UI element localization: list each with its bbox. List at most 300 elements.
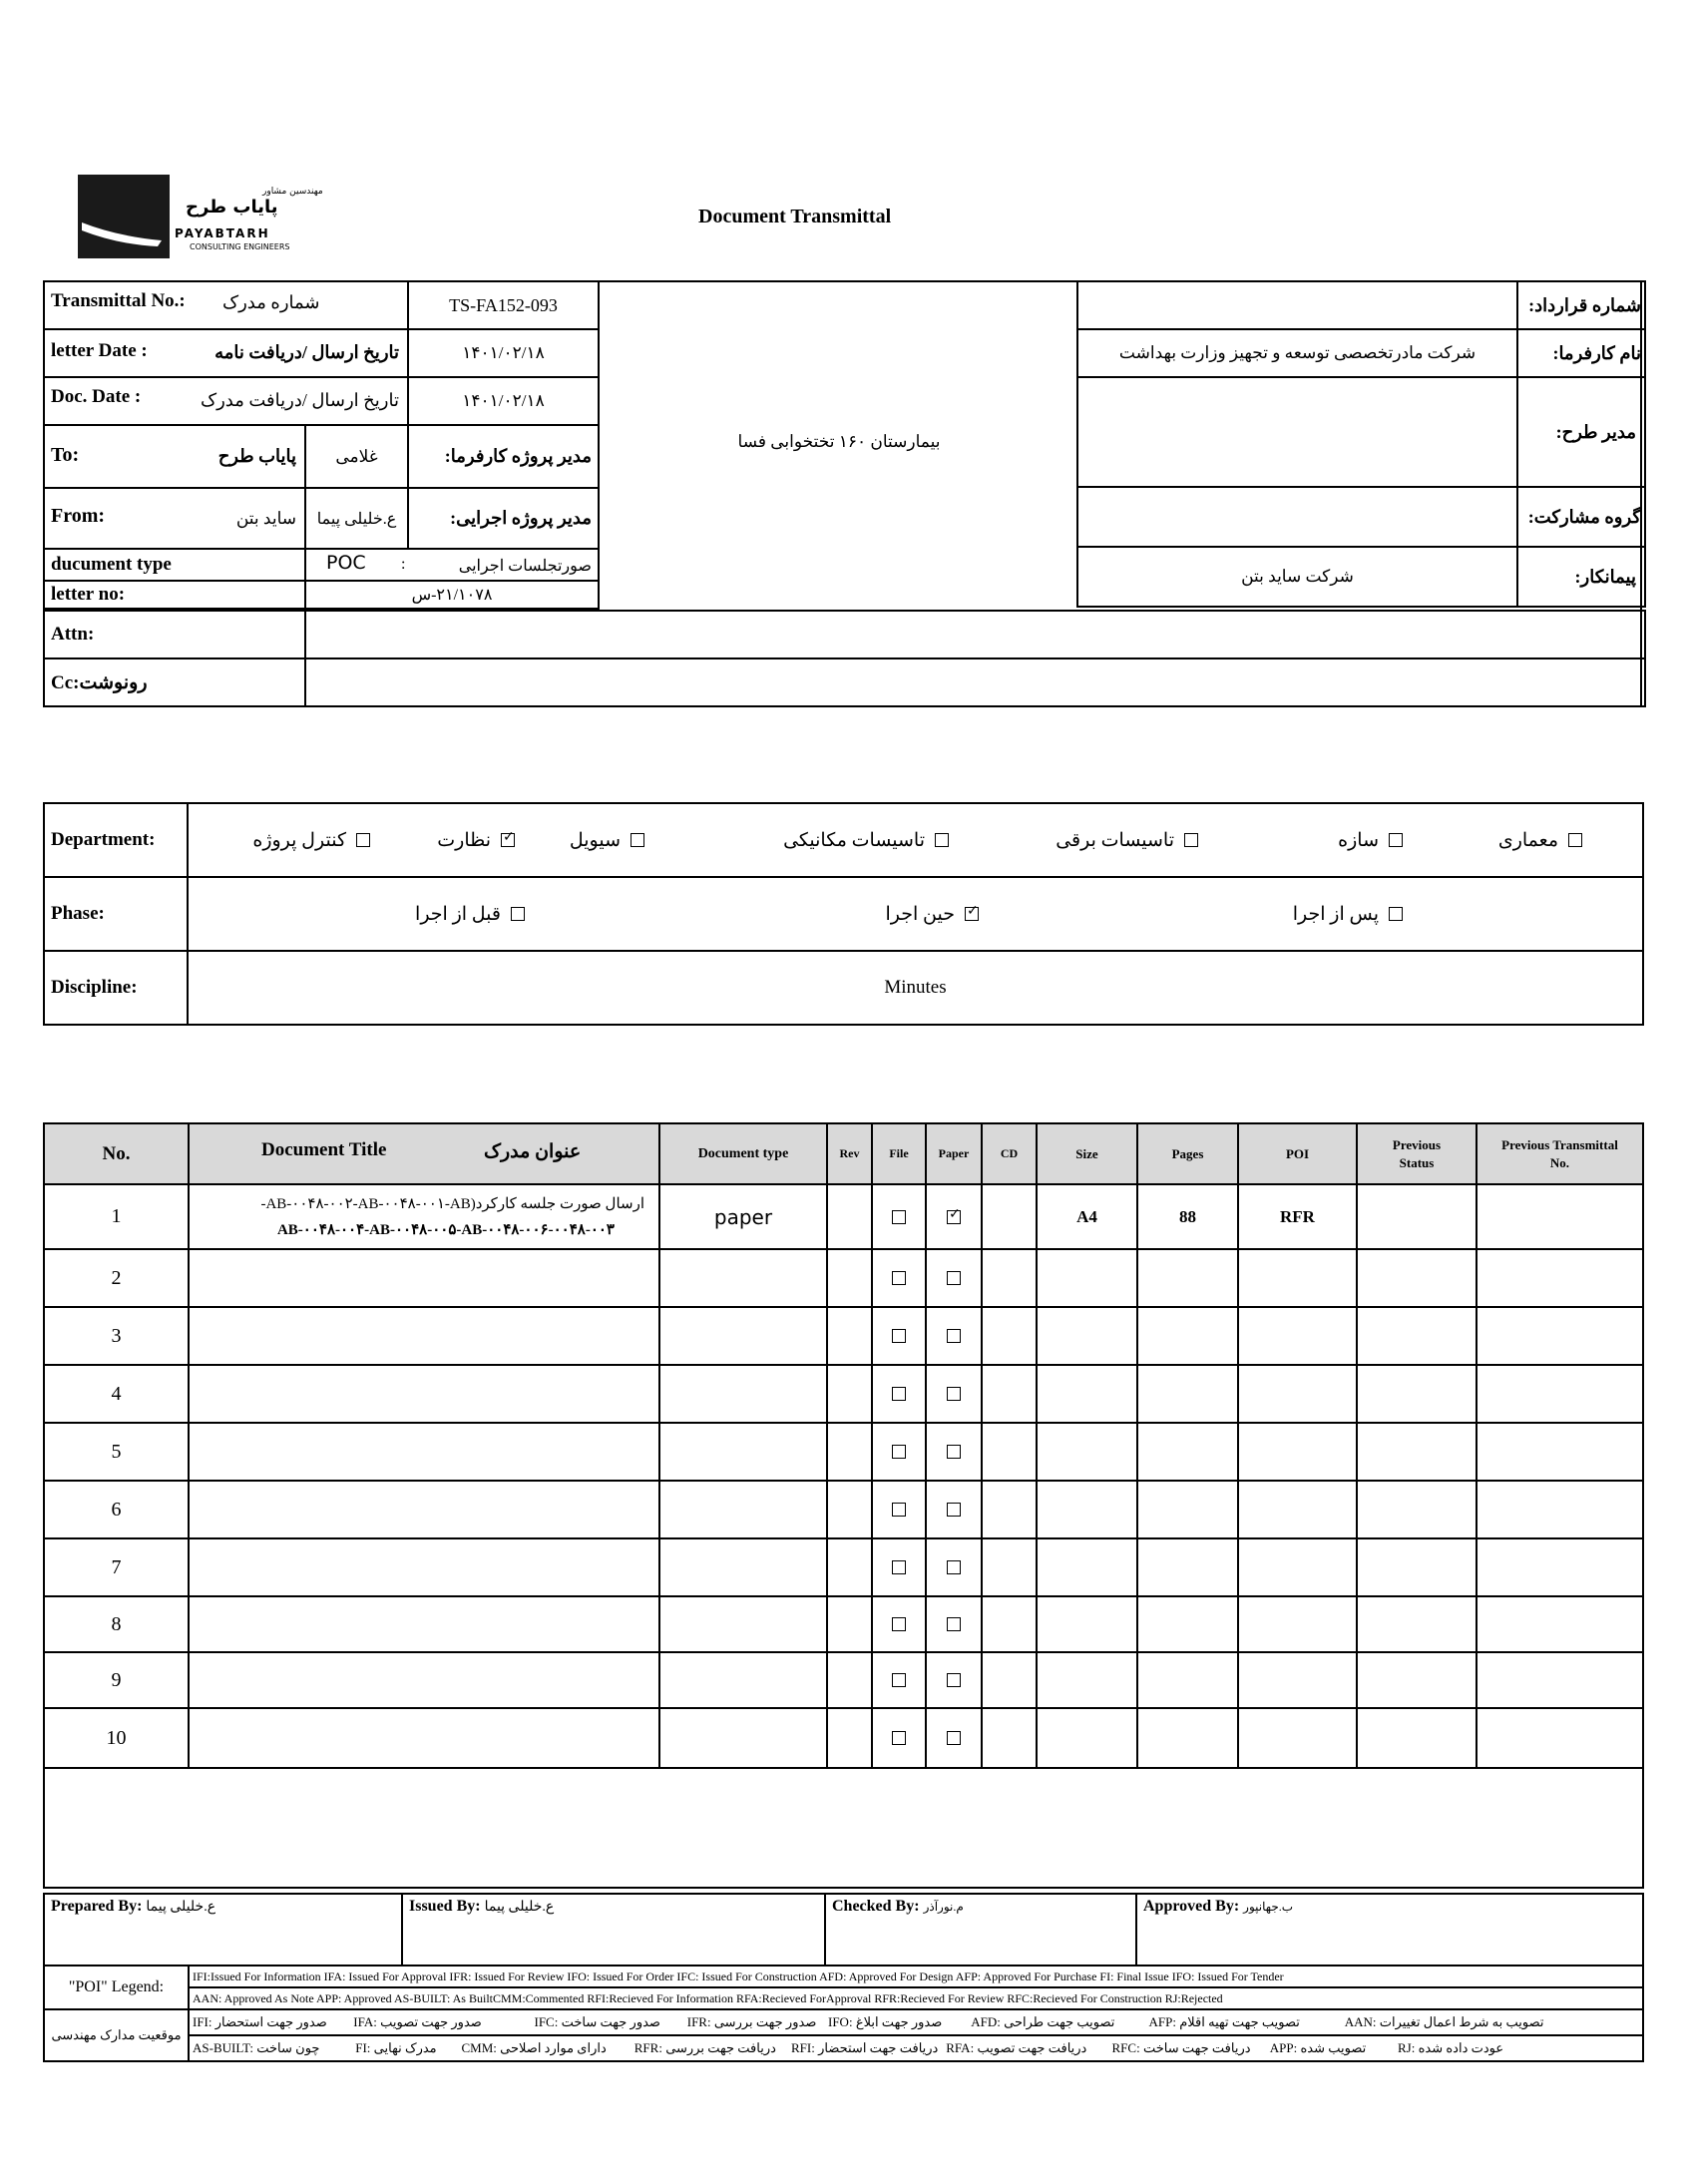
checked-by-cell <box>825 1894 1136 1966</box>
legend-fa: صدور جهت بررسی <box>713 2014 817 2029</box>
row-size: A4 <box>1037 1184 1137 1249</box>
legend-item <box>971 2010 1145 2034</box>
row-cd <box>982 1307 1037 1365</box>
row-no: 7 <box>44 1538 189 1596</box>
paper-checkbox[interactable] <box>947 1210 961 1224</box>
row-doc-type <box>659 1708 827 1768</box>
legend-code: AFD: <box>971 2014 1001 2029</box>
attn-value <box>305 611 1645 658</box>
row-rev <box>827 1596 872 1652</box>
client-value: شرکت مادرتخصصی توسعه و تجهیز وزارت بهداشت <box>1077 329 1517 377</box>
paper-checkbox[interactable] <box>947 1731 961 1745</box>
col-header-doc-type: Document type <box>659 1123 827 1184</box>
row-rev <box>827 1365 872 1423</box>
row-file[interactable] <box>872 1423 926 1481</box>
department-option-label: کنترل پروژه <box>252 829 346 851</box>
contract-no-value <box>1077 281 1517 329</box>
row-no: 4 <box>44 1365 189 1423</box>
row-prev-transmittal <box>1477 1708 1643 1768</box>
row-title <box>189 1184 659 1249</box>
phase-option-during[interactable] <box>886 878 979 950</box>
department-checkbox[interactable] <box>631 833 644 847</box>
row-paper[interactable] <box>926 1652 982 1708</box>
client-pm-label: مدیر پروژه کارفرما: <box>408 425 599 488</box>
table-row <box>44 1596 1643 1652</box>
legend-line-4 <box>190 2036 1642 2060</box>
exec-pm-label: مدیر پروژه اجرایی: <box>408 488 599 549</box>
legend-code: RJ: <box>1398 2040 1416 2055</box>
to-value: پایاب طرح <box>217 446 296 466</box>
phase-checkbox[interactable] <box>965 907 979 921</box>
legend-fa: عودت داده شده <box>1418 2040 1504 2055</box>
legend-fa: دریافت جهت تصویب <box>977 2040 1087 2055</box>
row-pages <box>1137 1481 1238 1538</box>
classification-table <box>43 802 1644 1026</box>
header-right-table <box>1076 280 1646 608</box>
client-pm-value: غلامی <box>305 425 408 488</box>
header-block <box>43 280 1642 707</box>
paper-checkbox[interactable] <box>947 1271 961 1285</box>
remarks-area <box>44 1768 1643 1888</box>
row-poi <box>1238 1708 1357 1768</box>
page-title: Document Transmittal <box>698 206 892 227</box>
legend-code: AS-BUILT: <box>193 2040 253 2055</box>
col-header-title-fa: عنوان مدرک <box>484 1141 582 1162</box>
row-prev-status <box>1357 1307 1477 1365</box>
row-size <box>1037 1596 1137 1652</box>
legend-code: RFI: <box>791 2040 815 2055</box>
row-rev <box>827 1538 872 1596</box>
letter-date-label: letter Date : <box>51 340 148 361</box>
transmittal-no-value: TS-FA152-093 <box>408 281 599 329</box>
legend-code: RFC: <box>1111 2040 1140 2055</box>
client-label: نام کارفرما: <box>1517 329 1645 377</box>
row-prev-status <box>1357 1652 1477 1708</box>
row-prev-transmittal <box>1477 1596 1643 1652</box>
row-paper[interactable] <box>926 1307 982 1365</box>
prepared-by-cell <box>44 1894 402 1966</box>
row-doc-type <box>659 1481 827 1538</box>
row-pages <box>1137 1423 1238 1481</box>
row-no: 8 <box>44 1596 189 1652</box>
row-file[interactable] <box>872 1249 926 1307</box>
row-doc-type <box>659 1249 827 1307</box>
department-label: Department: <box>44 803 188 877</box>
department-checkbox[interactable] <box>1389 833 1403 847</box>
row-pages <box>1137 1249 1238 1307</box>
row-prev-status <box>1357 1708 1477 1768</box>
table-row <box>44 1184 1643 1249</box>
legend-item <box>1270 2036 1395 2060</box>
department-option-project-control[interactable] <box>252 804 370 876</box>
table-row <box>44 1708 1643 1768</box>
paper-checkbox[interactable] <box>947 1503 961 1517</box>
row-doc-type: paper <box>659 1184 827 1249</box>
attn-cc-table <box>43 610 1646 707</box>
row-title <box>189 1307 659 1365</box>
col-header-rev: Rev <box>827 1123 872 1184</box>
row-prev-transmittal <box>1477 1184 1643 1249</box>
legend-code: CMM: <box>461 2040 497 2055</box>
row-rev <box>827 1708 872 1768</box>
row-prev-transmittal <box>1477 1481 1643 1538</box>
col-header-title-en: Document Title <box>261 1139 387 1160</box>
row-paper[interactable] <box>926 1596 982 1652</box>
row-title <box>189 1365 659 1423</box>
contractor-value: شرکت ساید بتن <box>1077 547 1517 607</box>
checked-by-value: م.نورآذر <box>923 1900 964 1914</box>
row-cd <box>982 1249 1037 1307</box>
department-checkbox[interactable] <box>501 833 515 847</box>
row-size <box>1037 1249 1137 1307</box>
paper-checkbox[interactable] <box>947 1445 961 1459</box>
row-file[interactable] <box>872 1184 926 1249</box>
row-pages: 88 <box>1137 1184 1238 1249</box>
design-manager-value <box>1077 377 1517 487</box>
legend-item <box>946 2036 1108 2060</box>
file-checkbox[interactable] <box>892 1387 906 1401</box>
col-header-file: File <box>872 1123 926 1184</box>
row-doc-type <box>659 1652 827 1708</box>
legend-fa: دریافت جهت ساخت <box>1142 2040 1251 2055</box>
from-value: ساید بتن <box>235 509 296 528</box>
row-prev-status <box>1357 1538 1477 1596</box>
row-rev <box>827 1249 872 1307</box>
row-poi <box>1238 1249 1357 1307</box>
row-no: 9 <box>44 1652 189 1708</box>
row-file[interactable] <box>872 1596 926 1652</box>
row-no: 6 <box>44 1481 189 1538</box>
row-pages <box>1137 1708 1238 1768</box>
phase-checkbox[interactable] <box>511 907 525 921</box>
department-option-structure[interactable] <box>1338 804 1403 876</box>
row-doc-type <box>659 1538 827 1596</box>
row-file[interactable] <box>872 1365 926 1423</box>
row-prev-transmittal <box>1477 1652 1643 1708</box>
legend-item <box>355 2036 458 2060</box>
row-no: 3 <box>44 1307 189 1365</box>
cc-value <box>305 658 1645 706</box>
row-pages <box>1137 1307 1238 1365</box>
transmittal-no-label: Transmittal No.: <box>51 290 186 311</box>
discipline-label: Discipline: <box>44 951 188 1025</box>
row-prev-status <box>1357 1184 1477 1249</box>
row-doc-type <box>659 1423 827 1481</box>
doc-type-sep: : <box>401 556 406 573</box>
department-checkbox[interactable] <box>356 833 370 847</box>
issued-by-cell <box>402 1894 825 1966</box>
department-options <box>188 803 1643 877</box>
discipline-value: Minutes <box>188 951 1643 1025</box>
row-no: 1 <box>44 1184 189 1249</box>
file-checkbox[interactable] <box>892 1445 906 1459</box>
row-rev <box>827 1184 872 1249</box>
legend-fa: دارای موارد اصلاحی <box>500 2040 607 2055</box>
contract-no-label: شماره قرارداد: <box>1517 281 1645 329</box>
col-header-size: Size <box>1037 1123 1137 1184</box>
phase-option-label: پس از اجرا <box>1292 903 1379 925</box>
company-logo <box>78 175 323 259</box>
prepared-by-value: ع.خلیلی پیما <box>146 1900 216 1915</box>
doc-type-label: ducument type <box>44 549 305 581</box>
row-prev-transmittal <box>1477 1538 1643 1596</box>
row-rev <box>827 1307 872 1365</box>
legend-code: IFA: <box>353 2014 377 2029</box>
doc-type-fa: صورتجلسات اجرایی <box>458 558 592 575</box>
row-cd <box>982 1365 1037 1423</box>
department-option-label: سیویل <box>569 829 621 851</box>
table-row <box>44 1423 1643 1481</box>
legend-code: IFI: <box>193 2014 212 2029</box>
legend-item <box>634 2036 788 2060</box>
phase-option-before[interactable] <box>415 878 525 950</box>
row-cd <box>982 1708 1037 1768</box>
legend-item <box>193 2010 350 2034</box>
row-paper[interactable] <box>926 1423 982 1481</box>
row-paper[interactable] <box>926 1365 982 1423</box>
row-paper[interactable] <box>926 1184 982 1249</box>
doc-type-code: POC <box>326 552 366 574</box>
header-left-table <box>43 280 600 610</box>
row-size <box>1037 1652 1137 1708</box>
legend-code: IFR: <box>686 2014 711 2029</box>
department-option-label: تاسیسات برقی <box>1055 829 1174 851</box>
paper-checkbox[interactable] <box>947 1617 961 1631</box>
row-size <box>1037 1708 1137 1768</box>
row-prev-status <box>1357 1365 1477 1423</box>
row-no: 10 <box>44 1708 189 1768</box>
phase-option-label: حین اجرا <box>885 903 955 925</box>
approved-by-cell <box>1136 1894 1643 1966</box>
department-option-supervision[interactable] <box>437 804 515 876</box>
row-poi: RFR <box>1238 1184 1357 1249</box>
row-prev-transmittal <box>1477 1365 1643 1423</box>
legend-fa: صدور جهت ابلاغ <box>855 2014 943 2029</box>
row-title <box>189 1249 659 1307</box>
department-checkbox[interactable] <box>935 833 949 847</box>
exec-pm-value: ع.خلیلی پیما <box>305 488 408 549</box>
row-size <box>1037 1365 1137 1423</box>
row-paper[interactable] <box>926 1481 982 1538</box>
row-doc-type <box>659 1365 827 1423</box>
design-manager-label: مدیر طرح: <box>1517 377 1645 487</box>
row-cd <box>982 1538 1037 1596</box>
legend-fa: صدور جهت استحضار <box>214 2014 327 2029</box>
legend-line-3 <box>190 2010 1642 2036</box>
row-cd <box>982 1596 1037 1652</box>
phase-option-after[interactable] <box>1293 878 1403 950</box>
file-checkbox[interactable] <box>892 1503 906 1517</box>
file-checkbox[interactable] <box>892 1731 906 1745</box>
row-title <box>189 1423 659 1481</box>
paper-checkbox[interactable] <box>947 1329 961 1343</box>
letter-no-value: ۲۱/۱۰۷۸-س <box>305 581 599 609</box>
table-row <box>44 1538 1643 1596</box>
row-pages <box>1137 1538 1238 1596</box>
col-header-pages: Pages <box>1137 1123 1238 1184</box>
cc-label: Cc:رونوشت <box>44 658 305 706</box>
doc-date-fa: تاریخ ارسال /دریافت مدرک <box>200 390 399 410</box>
approved-by-label: Approved By: <box>1143 1898 1240 1915</box>
row-file[interactable] <box>872 1652 926 1708</box>
row-paper[interactable] <box>926 1538 982 1596</box>
row-poi <box>1238 1652 1357 1708</box>
legend-item <box>791 2036 943 2060</box>
department-checkbox[interactable] <box>1568 833 1582 847</box>
doc-date-value: ۱۴۰۱/۰۲/۱۸ <box>408 377 599 425</box>
approved-by-value: ب.جهانپور <box>1243 1900 1294 1914</box>
row-pages <box>1137 1365 1238 1423</box>
table-row <box>44 1307 1643 1365</box>
department-option-label: نظارت <box>437 829 491 851</box>
phase-option-label: قبل از اجرا <box>415 903 501 925</box>
row-title-line1: ارسال صورت جلسه کارکرد(AB-۰۰۴۸-۰۰۲-AB-۰۰۴۸-۰۰۱-AB- <box>260 1195 644 1212</box>
legend-item <box>687 2010 825 2034</box>
to-label: To: <box>51 444 80 466</box>
row-rev <box>827 1423 872 1481</box>
row-prev-status <box>1357 1249 1477 1307</box>
table-row <box>44 1365 1643 1423</box>
row-no: 2 <box>44 1249 189 1307</box>
table-row <box>44 1652 1643 1708</box>
row-file[interactable] <box>872 1481 926 1538</box>
row-poi <box>1238 1596 1357 1652</box>
row-rev <box>827 1481 872 1538</box>
col-header-no: No. <box>44 1123 189 1184</box>
legend-code: APP: <box>1269 2040 1298 2055</box>
department-option-label: سازه <box>1338 829 1379 851</box>
legend-fa: مدرک نهایی <box>373 2040 437 2055</box>
paper-checkbox[interactable] <box>947 1387 961 1401</box>
legend-item <box>1149 2010 1342 2034</box>
legend-code: IFO: <box>828 2014 853 2029</box>
letter-date-value: ۱۴۰۱/۰۲/۱۸ <box>408 329 599 377</box>
phase-options <box>188 877 1643 951</box>
row-pages <box>1137 1596 1238 1652</box>
legend-item <box>462 2036 632 2060</box>
legend-item <box>1398 2036 1503 2060</box>
row-size <box>1037 1481 1137 1538</box>
legend-line-2: AAN: Approved As Note APP: Approved AS-BUILT: As BuiltCMM:Commented RFI:Recieved For Information RFA:Recieved ForApproval RFR:Recieved For Review RFC:Recieved For Construction RJ:Rejected <box>193 1991 1223 2005</box>
col-header-prev-transmittal: Previous Transmittal No. <box>1477 1123 1643 1184</box>
legend-fa: تصویب شده <box>1300 2040 1367 2055</box>
signatures-table <box>43 1893 1644 1966</box>
col-header-cd: CD <box>982 1123 1037 1184</box>
legend-line-1: IFI:Issued For Information IFA: Issued For Approval IFR: Issued For Review IFO: Issued For Order IFC: Issued For Construction AFD: Approved For Design AFP: Approved For Purchase FI: Final Issue IFO: Issued For Tender <box>190 1966 1642 1988</box>
poi-legend-label: "POI" Legend: <box>44 1966 189 2009</box>
row-cd <box>982 1423 1037 1481</box>
issued-by-value: ع.خلیلی پیما <box>484 1900 555 1915</box>
legend-fa: صدور جهت تصویب <box>380 2014 482 2029</box>
row-no: 5 <box>44 1423 189 1481</box>
file-checkbox[interactable] <box>892 1210 906 1224</box>
legend-code: IFC: <box>534 2014 559 2029</box>
row-cd <box>982 1184 1037 1249</box>
logo-en-name: PAYABTARH <box>175 226 270 240</box>
row-doc-type <box>659 1307 827 1365</box>
file-checkbox[interactable] <box>892 1329 906 1343</box>
letter-no-label: letter no: <box>44 581 305 609</box>
file-checkbox[interactable] <box>892 1617 906 1631</box>
row-poi <box>1238 1307 1357 1365</box>
poi-legend-table <box>43 1965 1644 2062</box>
legend-item <box>535 2010 684 2034</box>
letter-date-fa: تاریخ ارسال /دریافت نامه <box>214 342 399 362</box>
file-checkbox[interactable] <box>892 1673 906 1687</box>
row-rev <box>827 1652 872 1708</box>
row-title <box>189 1708 659 1768</box>
department-option-civil[interactable] <box>570 804 644 876</box>
row-size <box>1037 1307 1137 1365</box>
issued-by-label: Issued By: <box>409 1898 481 1915</box>
row-file[interactable] <box>872 1538 926 1596</box>
logo-fa-name: پایاب طرح <box>186 197 278 218</box>
legend-code: AAN: <box>1344 2014 1377 2029</box>
paper-checkbox[interactable] <box>947 1673 961 1687</box>
department-option-label: تاسیسات مکانیکی <box>783 829 925 851</box>
legend-fa-label: موقعیت مدارک مهندسی <box>44 2009 189 2061</box>
row-prev-status <box>1357 1596 1477 1652</box>
legend-fa: چون ساخت <box>256 2040 320 2055</box>
row-prev-status <box>1357 1481 1477 1538</box>
department-option-label: معماری <box>1497 829 1558 851</box>
table-row <box>44 1481 1643 1538</box>
document-table <box>43 1122 1644 1889</box>
department-option-electrical[interactable] <box>1055 804 1198 876</box>
logo-mark-icon <box>78 175 170 258</box>
row-title <box>189 1596 659 1652</box>
row-file[interactable] <box>872 1307 926 1365</box>
row-paper[interactable] <box>926 1708 982 1768</box>
legend-code: AFP: <box>1148 2014 1176 2029</box>
col-header-poi: POI <box>1238 1123 1357 1184</box>
row-title-line2: AB-۰۰۴۸-۰۰۴-AB-۰۰۴۸-۰۰۵-AB-۰۰۴۸-۰۰۶-۰۰۴۸-۰۰۳ <box>276 1221 615 1238</box>
file-checkbox[interactable] <box>892 1271 906 1285</box>
logo-en-sub: CONSULTING ENGINEERS <box>190 242 290 251</box>
legend-item <box>1112 2036 1267 2060</box>
phase-checkbox[interactable] <box>1389 907 1403 921</box>
department-option-mechanical[interactable] <box>783 804 949 876</box>
remarks-row <box>44 1768 1643 1888</box>
partner-group-label: گروه مشارکت: <box>1517 487 1645 547</box>
row-poi <box>1238 1538 1357 1596</box>
prepared-by-label: Prepared By: <box>51 1898 143 1915</box>
row-prev-status <box>1357 1423 1477 1481</box>
department-option-architecture[interactable] <box>1498 804 1582 876</box>
department-checkbox[interactable] <box>1184 833 1198 847</box>
paper-checkbox[interactable] <box>947 1560 961 1574</box>
legend-item <box>828 2010 968 2034</box>
row-file[interactable] <box>872 1708 926 1768</box>
transmittal-no-fa: شماره مدرک <box>222 292 320 312</box>
row-poi <box>1238 1365 1357 1423</box>
col-header-title <box>189 1123 659 1184</box>
attn-label: Attn: <box>44 611 305 658</box>
partner-group-value <box>1077 487 1517 547</box>
file-checkbox[interactable] <box>892 1560 906 1574</box>
col-header-prev-status: Previous Status <box>1357 1123 1477 1184</box>
from-label: From: <box>51 505 106 527</box>
legend-fa: دریافت جهت بررسی <box>665 2040 776 2055</box>
row-paper[interactable] <box>926 1249 982 1307</box>
legend-item <box>193 2036 352 2060</box>
legend-code: FI: <box>355 2040 371 2055</box>
poi-legend-fa <box>189 2009 1643 2061</box>
row-cd <box>982 1652 1037 1708</box>
logo-fa-top: مهندسین مشاور <box>262 187 323 197</box>
legend-fa: تصویب جهت طراحی <box>1004 2014 1115 2029</box>
legend-item <box>1345 2010 1544 2034</box>
